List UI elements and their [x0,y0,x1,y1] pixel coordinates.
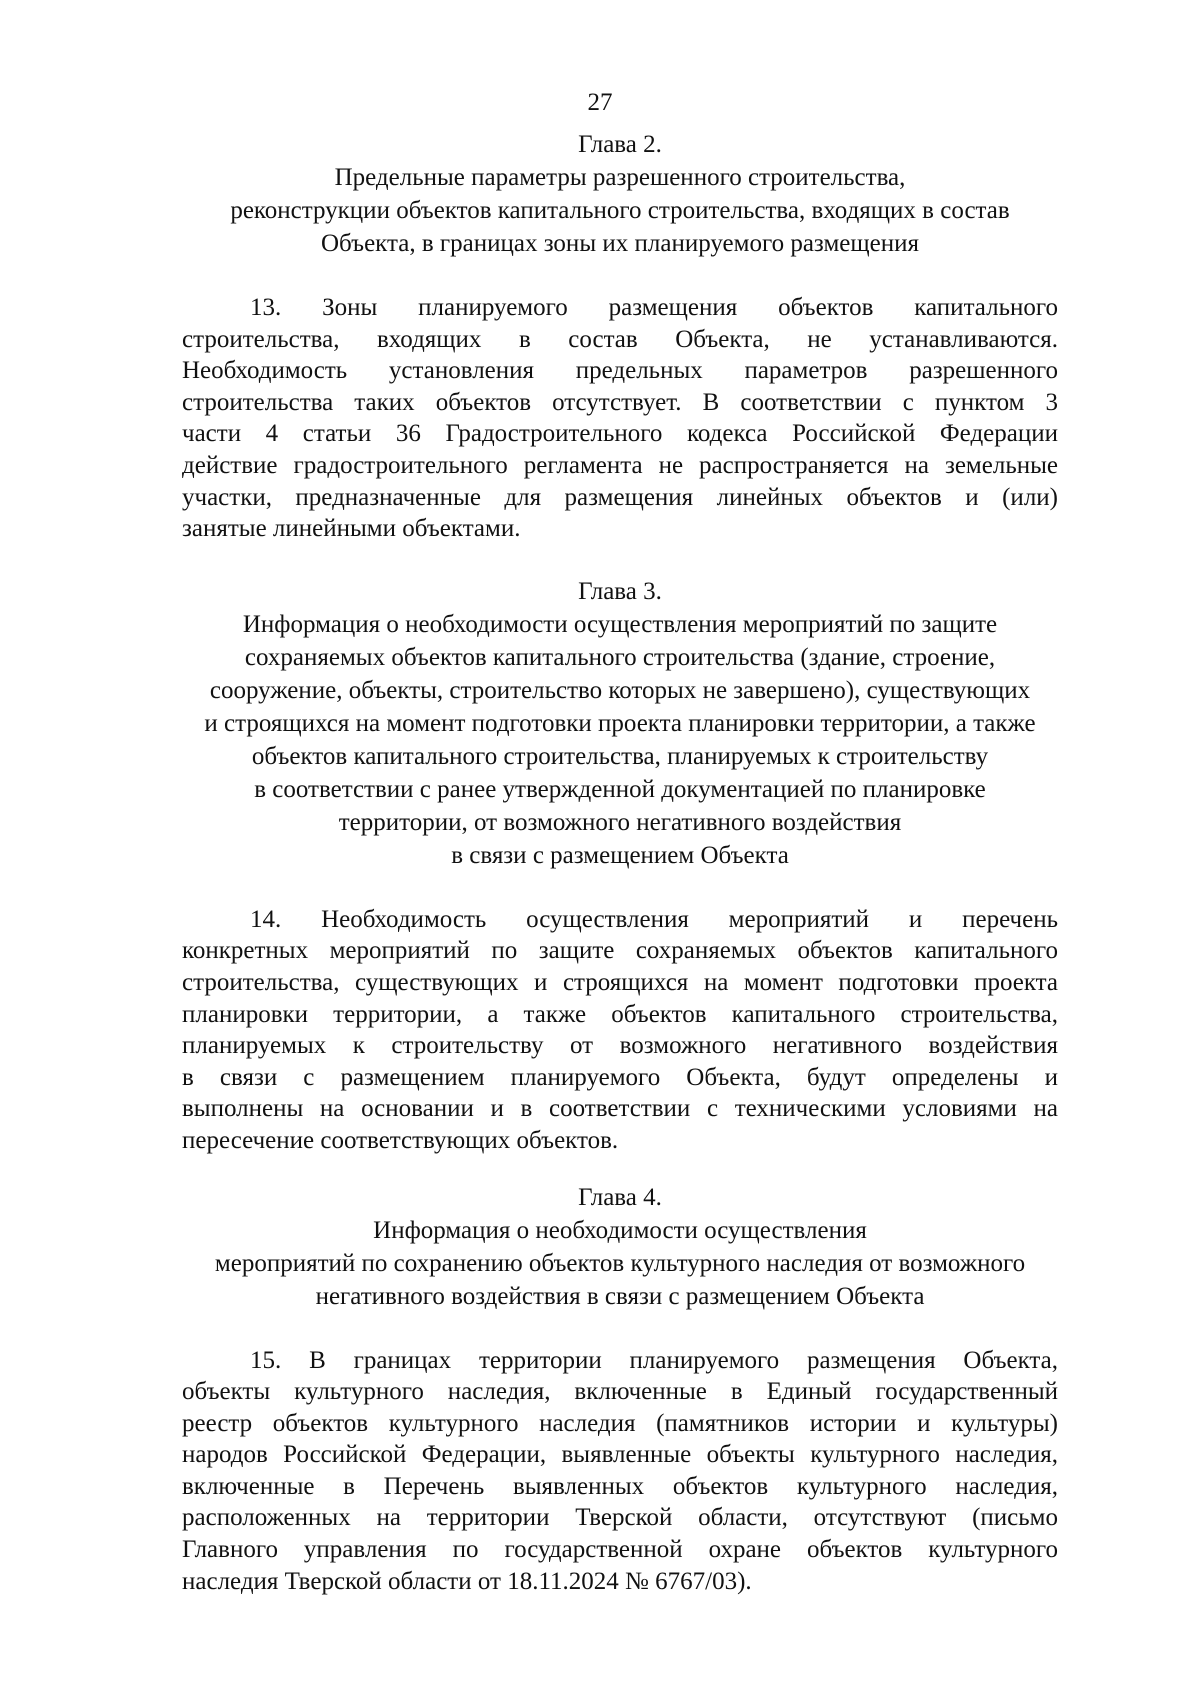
paragraph-14-line: выполнены на основании и в соответствии с техническими условиями на [182,1095,1058,1123]
paragraph-13-line: занятые линейными объектами. [182,515,521,543]
chapter-4-line: негативного воздействия в связи с размещением Объекта [315,1282,925,1310]
paragraph-13-line: участки, предназначенные для размещения линейных объектов и (или) [182,483,1058,511]
chapter-2-line: реконструкции объектов капитального строительства, входящих в состав [230,197,1010,224]
paragraph-13-line: строительства таких объектов отсутствует. В соответствии с пунктом 3 [182,388,1058,416]
spacer [182,260,1058,292]
paragraph-14-line: пересечение соответствующих объектов. [182,1126,619,1154]
paragraph-13-line: 13. Зоны планируемого размещения объектов капитального [250,294,1058,321]
page-number: 27 [587,89,613,116]
paragraph-14-line: планировки территории, а также объектов капитального строительства, [182,1000,1058,1028]
paragraph-15-line: наследия Тверской области от 18.11.2024 № 6767/03). [182,1567,752,1595]
paragraph-15-line: включенные в Перечень выявленных объектов культурного наследия, [182,1472,1058,1500]
spacer [182,1313,1058,1345]
paragraph-14-line: строительства, существующих и строящихся на момент подготовки проекта [182,968,1058,996]
chapter-2-heading [182,128,1058,260]
paragraph-14 [182,904,1058,1157]
paragraph-13-line: действие градостроительного регламента не распространяется на земельные [182,451,1058,479]
paragraph-13-line: строительства, входящих в состав Объекта, не устанавливаются. [182,325,1058,353]
paragraph-13 [182,292,1058,545]
chapter-2-title: Глава 2. [578,131,662,158]
paragraph-15-line: объекты культурного наследия, включенные в Единый государственный [182,1378,1058,1406]
chapter-3-line: Информация о необходимости осуществления мероприятий по защите [242,610,998,638]
paragraph-15 [182,1345,1058,1598]
chapter-3-title: Глава 3. [578,577,662,605]
paragraph-14-line: в связи с размещением планируемого Объекта, будут определены и [182,1063,1058,1091]
paragraph-15-line: расположенных на территории Тверской области, отсутствуют (письмо [182,1504,1058,1532]
chapter-3-line: сооружение, объекты, строительство которых не завершено), существующих [209,676,1031,704]
chapter-4-line: мероприятий по сохранению объектов культурного наследия от возможного [214,1249,1026,1277]
chapter-4-heading [182,1181,1058,1313]
spacer [182,545,1058,575]
paragraph-15-line: реестр объектов культурного наследия (памятников истории и культуры) [182,1409,1058,1437]
chapter-4-title: Глава 4. [578,1183,662,1211]
paragraph-13-line: Необходимость установления предельных параметров разрешенного [182,357,1058,385]
paragraph-15-line: 15. В границах территории планируемого размещения Объекта, [250,1346,1058,1374]
chapter-3-line: в соответствии с ранее утвержденной документацией по планировке [254,775,986,803]
chapter-3-line: объектов капитального строительства, планируемых к строительству [251,742,989,770]
chapter-2-line: Предельные параметры разрешенного строительства, [334,164,906,191]
chapter-3-line: и строящихся на момент подготовки проекта планировки территории, а также [204,709,1036,737]
paragraph-15-line: Главного управления по государственной охране объектов культурного [182,1536,1058,1564]
chapter-4-line: Информация о необходимости осуществления [373,1216,867,1244]
chapter-3-heading [182,575,1058,872]
paragraph-15-line: народов Российской Федерации, выявленные объекты культурного наследия, [182,1441,1058,1469]
chapter-3-line: в связи с размещением Объекта [451,841,789,869]
chapter-3-line: сохраняемых объектов капитального строительства (здание, строение, [244,643,996,671]
paragraph-14-line: 14. Необходимость осуществления мероприятий и перечень [250,905,1058,933]
chapter-2-line: Объекта, в границах зоны их планируемого размещения [321,230,919,257]
paragraph-14-line: планируемых к строительству от возможного негативного воздействия [182,1032,1058,1060]
document-content [182,128,1058,1597]
chapter-3-line: территории, от возможного негативного воздействия [338,808,902,836]
paragraph-14-line: конкретных мероприятий по защите сохраняемых объектов капитального [182,937,1058,965]
spacer [182,872,1058,904]
spacer [182,1157,1058,1181]
paragraph-13-line: части 4 статьи 36 Градостроительного кодекса Российской Федерации [182,420,1058,448]
